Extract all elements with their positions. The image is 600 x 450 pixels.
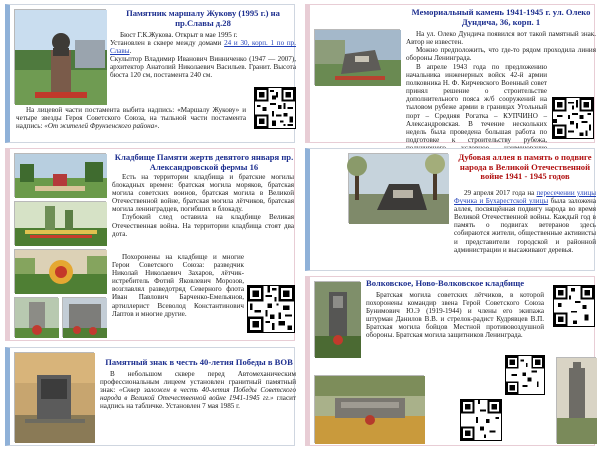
oak-text-3: была заложена аллея, посвящённая подвигу народа во время Великой Отечественной войны. Каждый год в память о подвигах ветеранов здесь собираются жители, общественные активисты и представители городской и районной администрации и высаживают деревья. (454, 197, 596, 254)
volkovo-photo-3 (314, 375, 424, 443)
volkovo-para: Братская могила советских лётчиков, в которой похоронены командир звена Герой Советского Союза Бунимович Ю.Э (1919-1944) и члены его экипажа штурман Данилов В.В. и стрелок-радист Кудрявцев В.П. Братская могила бойцов Местной противовоздушной обороны. Братская могила защитников Ленинграда. (366, 291, 544, 340)
zhukov-line-4: На лицевой части постамента выбита надпись: «Маршалу Жукову» и четыре звезды Героя Советского Союза, на тыльной части постамента надпись: (16, 106, 246, 131)
cemetery-text-2 (112, 253, 244, 318)
cemetery-qr-code[interactable] (247, 285, 295, 333)
victory-title: Памятный знак в честь 40-летия Победы в ВОВ (105, 357, 293, 367)
stone-para-2: Можно предположить, что где-то рядом проходила линия обороны Ленинграда. (406, 46, 596, 63)
zhukov-qr-code[interactable] (254, 87, 296, 129)
volkovo-qr-code-3[interactable] (460, 399, 502, 441)
card-volkovo-cemetery (305, 276, 595, 446)
victory-text (100, 370, 296, 410)
volkovo-photo-2 (556, 357, 596, 443)
stone-text-2 (406, 63, 547, 160)
zhukov-title: Памятник маршалу Жукову (1995 г.) на пр.Славы д.28 (126, 8, 280, 28)
zhukov-address-link[interactable]: 24 и 30, корп. 1 по пр. Славы (110, 39, 297, 56)
zhukov-line-3: Скульптор Владимир Иванович Винниченко (1947 — 2007), архитектор Анатолий Николаевич Васильев. Гранит. Высота бюста 120 см, постамента 240 см. (110, 55, 296, 80)
stone-title: Мемориальный камень 1941-1945 г. ул. Олеко Дундича, 36, корп. 1 (411, 7, 591, 27)
card-oak-alley (305, 148, 595, 271)
victory-text-1: В небольшом сквере перед Автомеханическим профессиональным лицеем установлен гранитный памятный знак: (100, 370, 296, 395)
victory-text-3: гласит надпись на табличке. Установлен 7 мая 1985 г. (100, 394, 296, 411)
card-victory-40-sign (5, 347, 295, 446)
card-cemetery-9-january (5, 148, 295, 341)
zhukov-line-1: Бюст Г.К.Жукова. Открыт в мае 1995 г. (120, 31, 238, 39)
volkovo-photo-1 (314, 281, 360, 357)
oak-title: Дубовая аллея в память о подвиге народа в Великой Отечественной войне 1941 - 1945 годов (458, 152, 592, 182)
volkovo-qr-code-2[interactable] (505, 355, 545, 395)
volkovo-title: Волковское, Ново-Волковское кладбище (366, 278, 525, 288)
stone-photo (314, 29, 400, 85)
cemetery-para-3: Похоронены на кладбище и многие Герои Советского Союза: разведчик Николай Николаевич Захаров, лётчик-истребитель Фотий Яковлевич Морозов, возглавлял разведотряд Северного флота Иван Павлович Барченко-Емельянов, артиллерист Всеволод Константинович Лаптов и многие другие. (112, 253, 244, 318)
cemetery-para-1: Есть на территории кладбища и братские могилы блокадных времен: братская могила моряков, братская могила советских воинов, братская могила в Великой Отечественной войне, братская могила лётчиков, братская могила ленинградцев, погибших в блокаду. (112, 173, 294, 214)
stone-para-3: В апреле 1943 года по предложению начальника инженерных войск 42-й армии полковника Н. Ф. Кирчевского Военный совет принял решение о строительстве дополнительного пояса ж/б сооружений на тыловом рубеже армии в границах Угольный порт – Средняя Рогатка – КУПЧИНО – Александровская. В течение нескольких недель была проведена большая работа по подготовке к строительству рубежа, (406, 63, 547, 144)
zhukov-text (110, 31, 296, 80)
zhukov-line-2a: Установлен в сквере между домами (110, 39, 225, 48)
zhukov-bust-photo (14, 9, 106, 104)
zhukov-line-2c: . (129, 47, 132, 56)
cemetery-photo-5 (62, 297, 106, 337)
volkovo-text (366, 291, 544, 340)
zhukov-text-2 (16, 106, 246, 130)
cemetery-photo-3 (14, 249, 106, 293)
stone-qr-code[interactable] (552, 97, 594, 139)
stone-text (406, 30, 596, 62)
oak-location-link[interactable]: пересечении улицы Фучика и Бухарестской улицы (454, 189, 596, 206)
card-zhukov-monument (5, 4, 295, 143)
cemetery-para-2: Глубокий след оставила на кладбище Великая Отечественная война. На территории кладбища стоят два дота. (112, 213, 294, 238)
cemetery-photo-4 (14, 297, 58, 337)
oak-text-1: 29 апреля 2017 года на (464, 189, 537, 197)
oak-text (454, 189, 596, 254)
victory-inscription: «Сквер заложен в честь 40-летия Победы Советского народа в Великой Отечественной войне 1941-1945 гг.» (100, 386, 296, 403)
zhukov-line-5: «От жителей Фрунзенского района». (44, 122, 160, 131)
volkovo-qr-code-1[interactable] (553, 285, 595, 327)
cemetery-text (112, 173, 294, 238)
victory-sign-photo (14, 352, 94, 442)
oak-alley-photo (348, 153, 448, 223)
cemetery-photo-1 (14, 153, 106, 197)
stone-para-1: На ул. Олеко Дундича появился вот такой памятный знак. Автор не известен. (406, 30, 596, 47)
cemetery-photo-2 (14, 201, 106, 245)
cemetery-title: Кладбище Памяти жертв девятого января пр. Александровской фермы 16 (114, 152, 294, 172)
card-memorial-stone (305, 4, 595, 143)
